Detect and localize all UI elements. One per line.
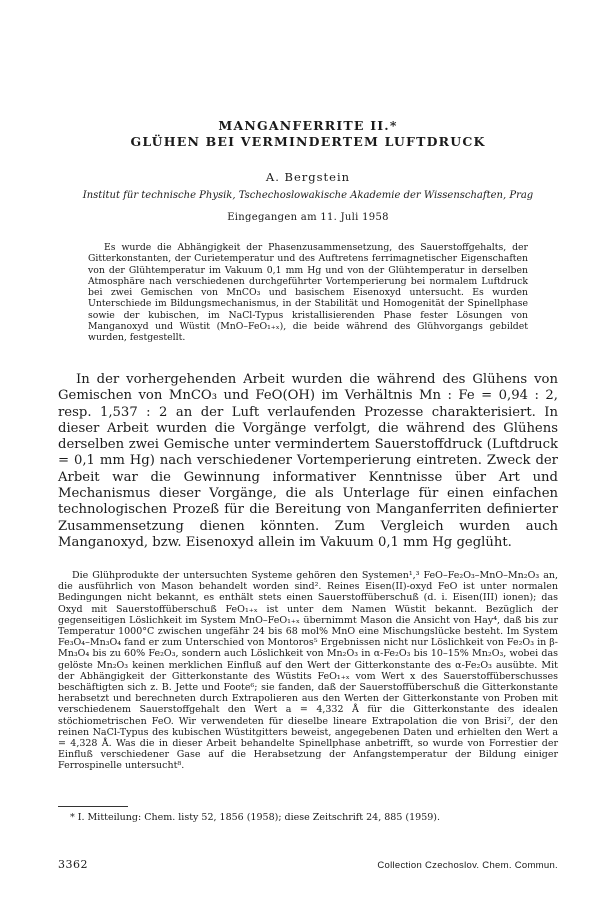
author-affiliation: Institut für technische Physik, Tschechoslowakische Akademie der Wissenschaften, Prag: [82, 190, 534, 201]
author-name: A. Bergstein: [265, 170, 351, 184]
body-paragraph: Die Glühprodukte der untersuchten Systeme gehören den Systemen¹,³ FeO–Fe₂O₃–MnO–Mn₂O₃ an, die ausführlich von Mason behandelt worden sind². Reines Eisen(II)-oxyd FeO ist unter normalen Bedingungen nicht bekannt, es enthält stets einen Sauerstoffüberschuß (d. i. Eisen(III) ionen); das Oxyd mit Sauerstoffüberschuß FeO₁₊ₓ ist unter dem Namen Wüstit bekannt. Bezüglich der gegenseitigen Löslichkeit im System MnO–FeO₁₊ₓ übernimmt Mason die Ansicht von Hay⁴, daß bis zur Temperatur 1000°C zwischen ungefähr 24 bis 68 mol% MnO eine Mischungslücke besteht. Im System Fe₃O₄–Mn₃O₄ fand er zum Unterschied von Montoros⁵ Ergebnissen nicht nur Löslichkeit von Fe₂O₃ in β-Mn₃O₄ bis zu 60% Fe₂O₃, sondern auch Löslichkeit von Mn₂O₃ in α-Fe₂O₃ bis 10–15% Mn₂O₃, wobei das gelöste Mn₂O₃ keinen merklichen Einfluß auf den Wert der Gitterkonstante des α-Fe₂O₃ ausübte. Mit der Abhängigkeit der Gitterkonstante des Wüstits FeO₁₊ₓ vom Wert x des Sauerstoffüberschusses beschäftigten sich z. B. Jette und Foote⁶; sie fanden, daß der Sauerstoffüberschuß die Gitterkonstante herabsetzt und berechneten durch Extrapolieren aus den Werten der Gitterkonstante von Proben mit verschiedenem Sauerstoffgehalt den Wert a = 4,332 Å für die Gitterkonstante des idealen stöchiometrischen FeO. Wir verwendeten für dieselbe lineare Extrapolation die von Brisi⁷, der den reinen NaCl-Typus des kubischen Wüstitgitters beweist, angegebenen Daten und erhielten den Wert a = 4,328 Å. Was die in dieser Arbeit behandelte Spinellphase anbetrifft, so wurde von Forrestier der Einfluß verschiedener Gase auf die Herabsetzung der Anfangstemperatur der Bildung einiger Ferrospinelle untersucht⁸.: [58, 570, 558, 772]
abstract: Es wurde die Abhängigkeit der Phasenzusammensetzung, des Sauerstoffgehalts, der Gitterkonstanten, der Curietemperatur und des Auftretens ferrimagnetischer Eigenschaften von der Glühtemperatur im Vakuum 0,1 mm Hg und von der Glühtemperatur in derselben Atmosphäre nach verschiedenen durchgeführter Vortemperierung bei normalem Luftdruck bei zwei Gemischen von MnCO₃ und basischem Eisenoxyd untersucht. Es wurden Unterschiede im Bildungsmechanismus, in der Stabilität und Homogenität der Spinellphase sowie der kubischen, im NaCl-Typus kristallisierenden Phase fester Lösungen von Manganoxyd und Wüstit (MnO–FeO₁₊ₓ), die beide während des Glühvorgangs gebildet wurden, festgestellt.: [88, 242, 528, 344]
footnote: * I. Mitteilung: Chem. listy 52, 1856 (1958); diese Zeitschrift 24, 885 (1959).: [70, 812, 441, 823]
article-title: [58, 118, 558, 150]
journal-page: [58, 0, 558, 913]
title-line-1: MANGANFERRITE II.*: [218, 118, 398, 133]
footnote-rule: [58, 806, 128, 807]
lead-paragraph: In der vorhergehenden Arbeit wurden die während des Glühens von Gemischen von MnCO₃ und FeO(OH) im Verhältnis Mn : Fe = 0,94 : 2, resp. 1,537 : 2 an der Luft verlaufenden Prozesse charakterisiert. In dieser Arbeit wurden die Vorgänge verfolgt, die während des Glühens derselben zwei Gemische unter vermindertem Sauerstoffdruck (Luftdruck = 0,1 mm Hg) nach verschiedener Vortemperierung eintreten. Zweck der Arbeit war die Gewinnung informativer Kenntnisse über Art und Mechanismus dieser Vorgänge, die als Unterlage für einen einfachen technologischen Prozeß für die Bereitung von Manganferriten definierter Zusammensetzung dienen könnten. Zum Vergleich wurden auch Manganoxyd, bzw. Eisenoxyd allein im Vakuum 0,1 mm Hg geglüht.: [58, 372, 558, 550]
journal-name: Collection Czechoslov. Chem. Commun.: [377, 860, 558, 871]
received-date: Eingegangen am 11. Juli 1958: [227, 212, 389, 223]
page-number: 3362: [58, 858, 88, 871]
title-line-2: GLÜHEN BEI VERMINDERTEM LUFTDRUCK: [130, 134, 486, 149]
